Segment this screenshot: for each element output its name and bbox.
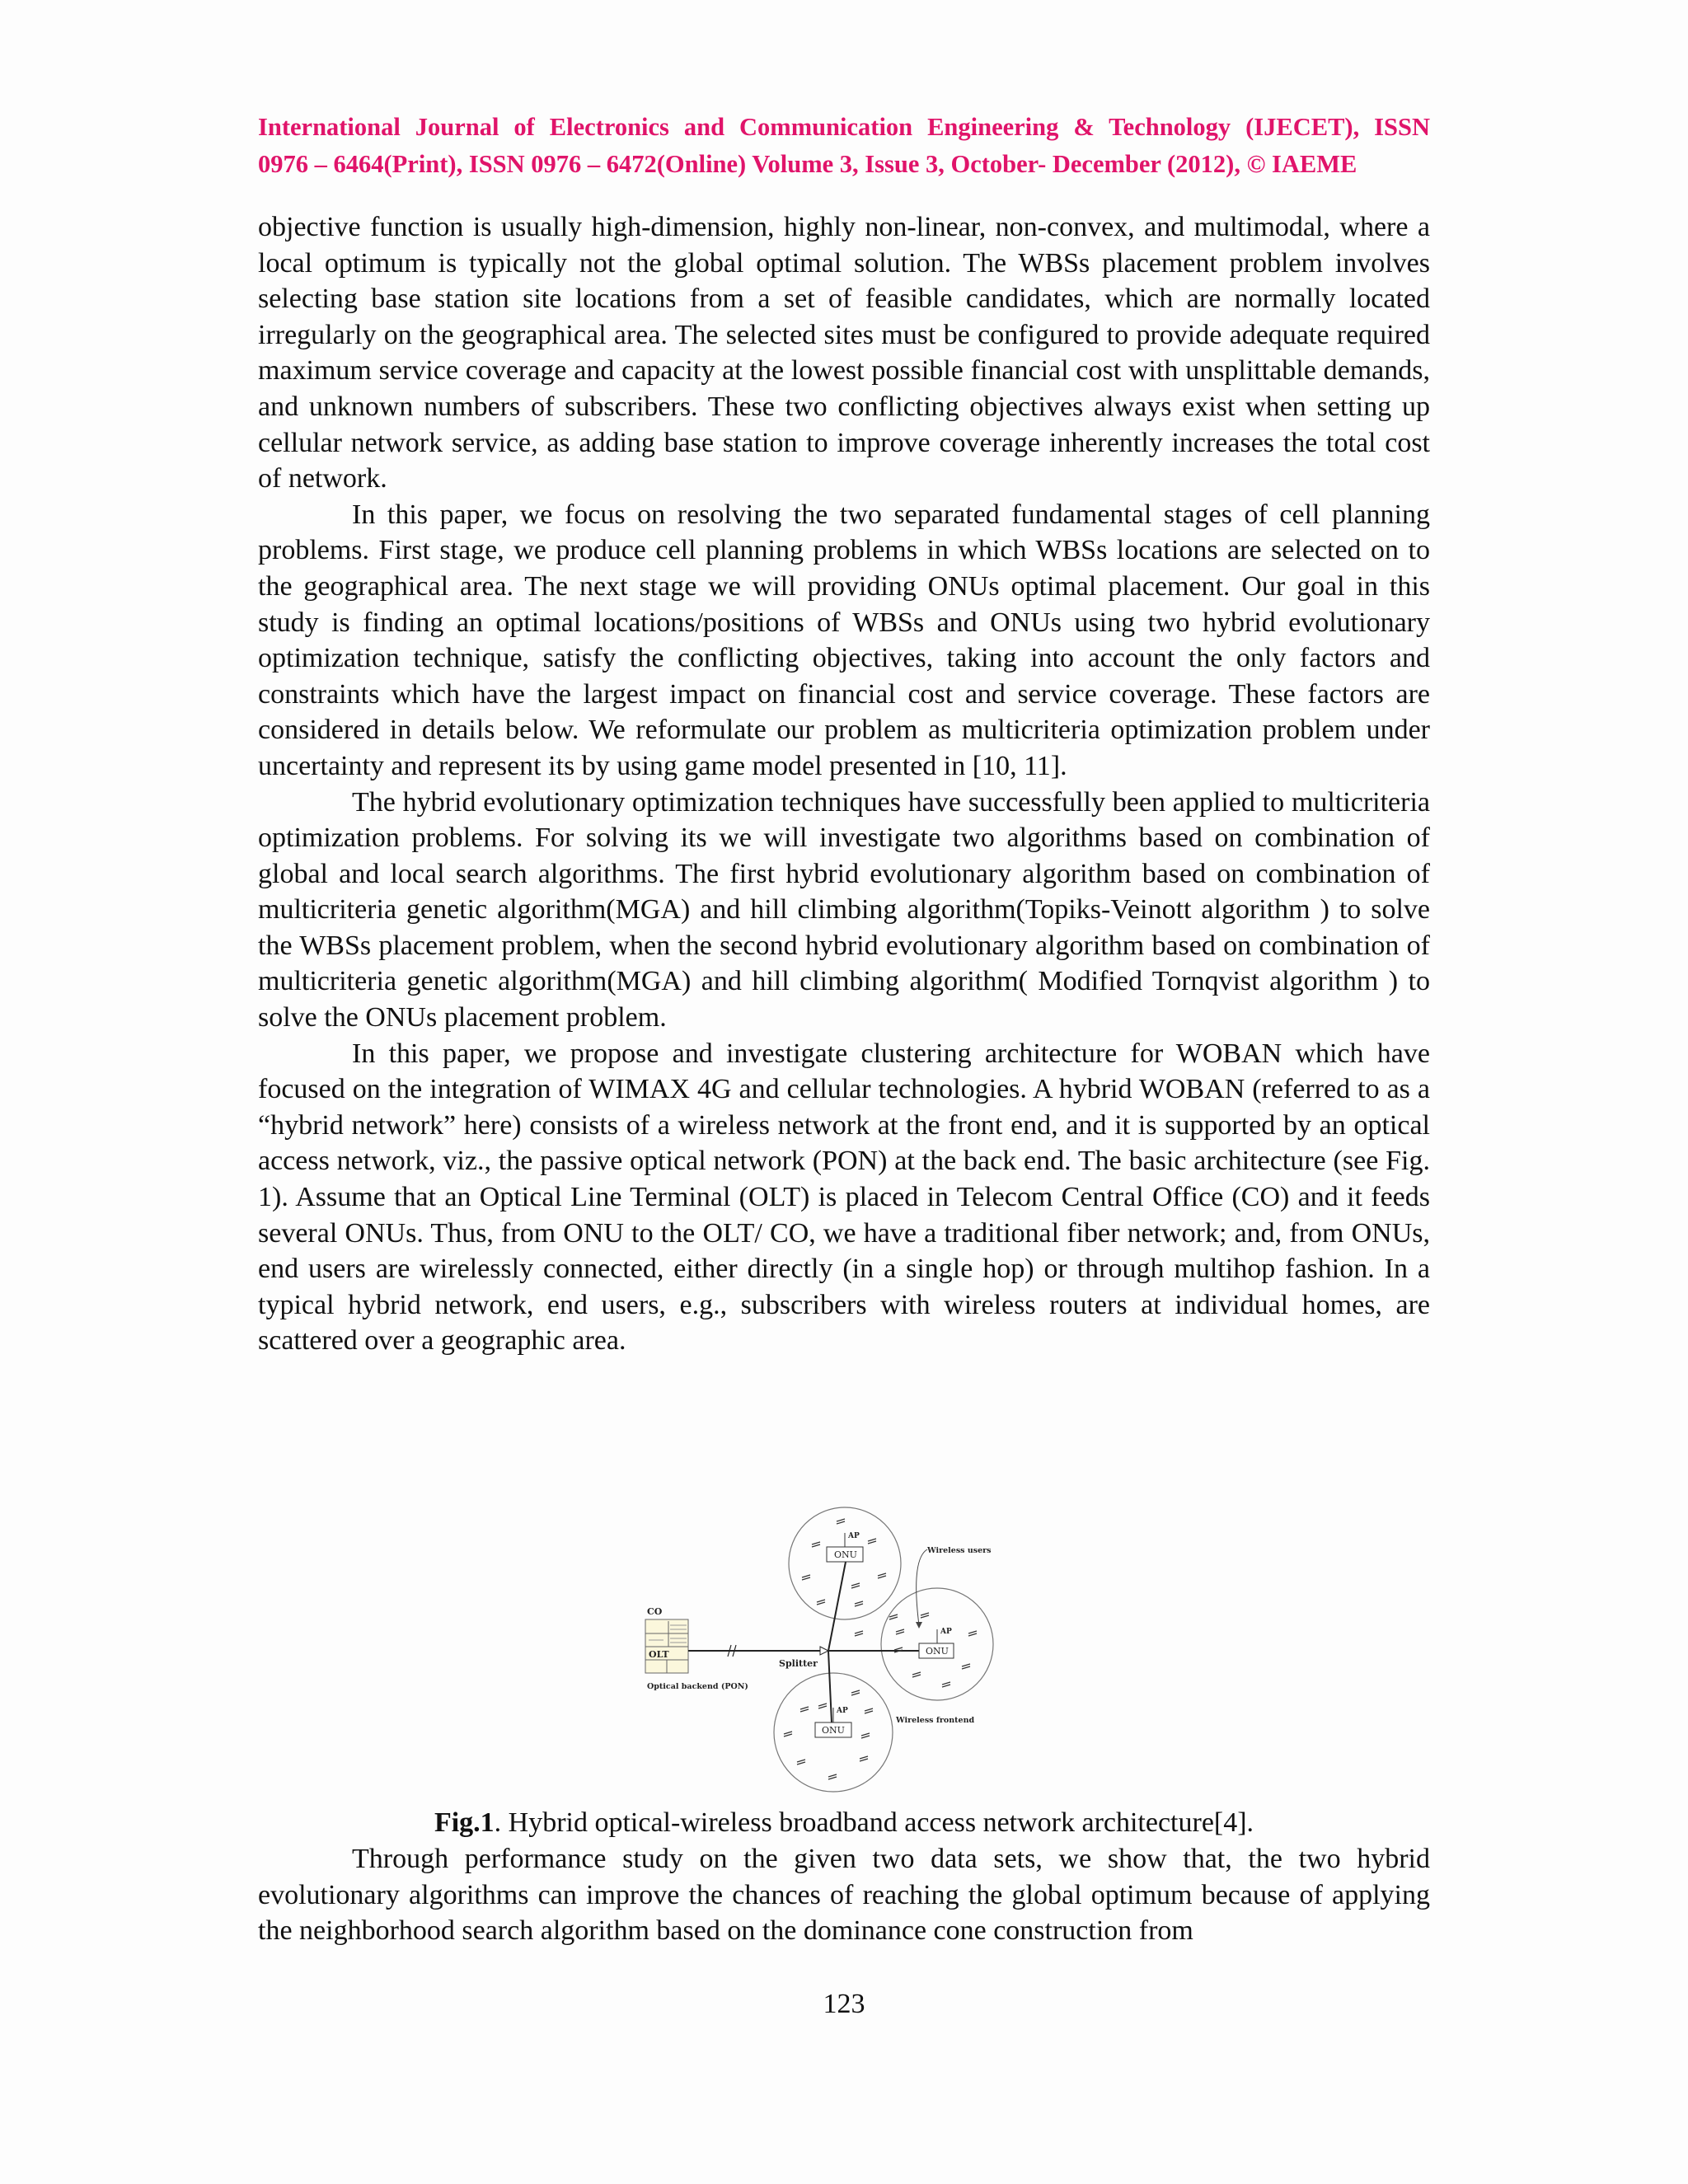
onu-right-label: ONU — [926, 1646, 949, 1657]
fiber-to-top-onu — [828, 1558, 846, 1651]
ap-top-label: AP — [848, 1532, 860, 1540]
figure-1 — [639, 1502, 1034, 1798]
ap-right-label: AP — [940, 1628, 952, 1636]
olt-label: OLT — [649, 1649, 669, 1660]
splitter-label: Splitter — [779, 1658, 818, 1669]
co-label: CO — [647, 1606, 663, 1617]
onu-top-label: ONU — [834, 1549, 857, 1560]
journal-header — [258, 109, 1430, 183]
figure-caption — [258, 1805, 1430, 1841]
splitter-icon — [820, 1647, 828, 1655]
paragraph-1: objective function is usually high-dimension, highly non-linear, non-convex, and multimodal, where a local optimum is typically not the global optimal solution. The WBSs placement problem involves selecting base station site locations from a set of feasible candidates, which are normally located irregularly on the geographical area. The selected sites must be configured to provide adequate required maximum service coverage and capacity at the lowest possible financial cost with unsplittable demands, and unknown numbers of subscribers. These two conflicting objectives always exist when setting up cellular network service, as adding base station to improve coverage inherently increases the total cost of network. — [258, 212, 1430, 494]
olt-rack — [645, 1619, 688, 1673]
paragraph-5: Through performance study on the given two data sets, we show that, the two hybrid evolutionary algorithms can improve the chances of reaching the global optimum because of applying the neighborhood search algorithm based on the dominance cone construction from — [258, 1844, 1430, 1947]
page-number: 123 — [823, 1989, 865, 2019]
paragraph-2: In this paper, we focus on resolving the two separated fundamental stages of cell planning problems. First stage, we produce cell planning problems in which WBSs locations are selected on to the geographical area. The next stage we will providing ONUs optimal placement. Our goal in this study is finding an optimal locations/positions of WBSs and ONUs using two hybrid evolutionary optimization technique, satisfy the conflicting objectives, taking into account the only factors and constraints which have the largest impact on financial cost and service coverage. These factors are considered in details below. We reformulate our problem as multicriteria optimization problem under uncertainty and represent its by using game model presented in [10, 11]. — [258, 499, 1430, 781]
journal-header-line-2: 0976 – 6464(Print), ISSN 0976 – 6472(Online) Volume 3, Issue 3, October- December (2012), © IAEME — [258, 150, 1357, 178]
body-text-top — [258, 209, 1430, 1359]
paragraph-3: The hybrid evolutionary optimization techniques have successfully been applied to multicriteria optimization problems. For solving its we will investigate two algorithms based on combination of global and local search algorithms. The first hybrid evolutionary algorithm based on combination of multicriteria genetic algorithm(MGA) and hill climbing algorithm(Topiks-Veinott algorithm ) to solve the WBSs placement problem, when the second hybrid evolutionary algorithm based on combination of multicriteria genetic algorithm(MGA) and hill climbing algorithm( Modified Tornqvist algorithm ) to solve the ONUs placement problem. — [258, 786, 1430, 1033]
onu-bottom-label: ONU — [822, 1725, 845, 1736]
woban-architecture-diagram — [639, 1502, 1034, 1798]
wireless-frontend-label: Wireless frontend — [896, 1716, 975, 1725]
fiber-to-bottom-onu — [828, 1651, 832, 1722]
body-text-bottom — [258, 1841, 1430, 1949]
wireless-users-arrowhead — [916, 1622, 922, 1629]
figure-caption-label: Fig.1 — [434, 1807, 495, 1838]
figure-caption-text: . Hybrid optical-wireless broadband access network architecture[4]. — [494, 1807, 1254, 1838]
ap-bottom-label: AP — [837, 1707, 848, 1715]
wireless-users-label: Wireless users — [927, 1546, 992, 1555]
journal-header-line-1: International Journal of Electronics and Communication Engineering & Technology (IJECET), ISSN — [258, 113, 1430, 141]
optical-backend-label: Optical backend (PON) — [647, 1682, 748, 1691]
paragraph-4: In this paper, we propose and investigate clustering architecture for WOBAN which have focused on the integration of WIMAX 4G and cellular technologies. A hybrid WOBAN (referred to as a “hybrid network” here) consists of a wireless network at the front end, and it is supported by an optical access network, viz., the passive optical network (PON) at the back end. The basic architecture (see Fig. 1). Assume that an Optical Line Terminal (OLT) is placed in Telecom Central Office (CO) and it feeds several ONUs. Thus, from ONU to the OLT/ CO, we have a traditional fiber network; and, from ONUs, end users are wirelessly connected, either directly (in a single hop) or through multihop fashion. In a typical hybrid network, end users, e.g., subscribers with wireless routers at individual homes, are scattered over a geographic area. — [258, 1038, 1430, 1357]
